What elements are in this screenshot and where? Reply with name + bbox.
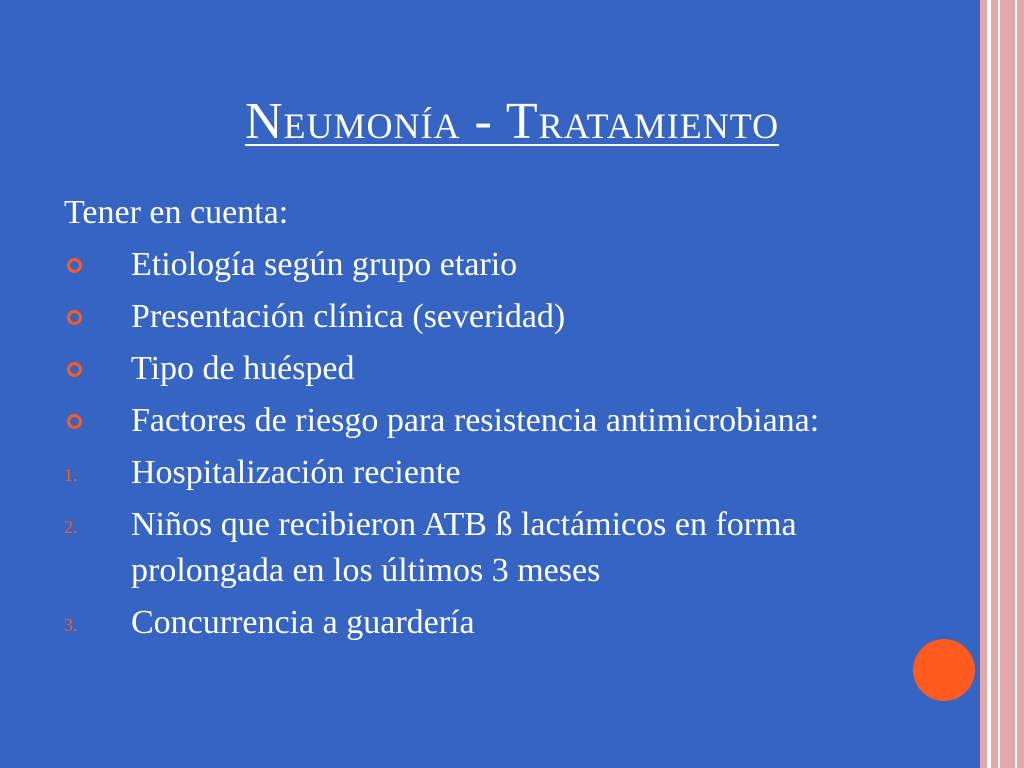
ring-bullet-icon bbox=[67, 258, 82, 273]
ring-bullet-icon bbox=[67, 414, 82, 429]
orange-circle-decoration bbox=[913, 639, 975, 701]
numbered-text: Hospitalización reciente bbox=[131, 454, 461, 491]
bullet-text: Presentación clínica (severidad) bbox=[131, 298, 566, 335]
ring-bullet-icon bbox=[67, 310, 82, 325]
slide-title-text: Neumonía - Tratamiento bbox=[244, 93, 780, 150]
item-number: 1. bbox=[64, 465, 78, 485]
numbered-text: Niños que recibieron ATB ß lactámicos en forma prolongada en los últimos 3 meses bbox=[131, 506, 797, 589]
bullet-text: Tipo de huésped bbox=[131, 350, 355, 387]
numbered-item bbox=[64, 502, 944, 594]
intro-text: Tener en cuenta: bbox=[64, 194, 289, 231]
numbered-item bbox=[64, 450, 944, 496]
bullet-item bbox=[64, 242, 944, 288]
bullet-text: Factores de riesgo para resistencia antimicrobiana: bbox=[131, 402, 820, 439]
bullet-item bbox=[64, 294, 944, 340]
bullet-item bbox=[64, 346, 944, 392]
bullet-text: Etiología según grupo etario bbox=[131, 246, 518, 283]
ring-bullet-icon bbox=[67, 362, 82, 377]
bullet-item bbox=[64, 398, 944, 444]
slide-title bbox=[0, 92, 1024, 151]
item-number: 3. bbox=[64, 615, 78, 635]
item-number: 2. bbox=[64, 517, 78, 537]
slide-body bbox=[64, 190, 944, 652]
numbered-item bbox=[64, 600, 944, 646]
numbered-text: Concurrencia a guardería bbox=[131, 604, 475, 641]
